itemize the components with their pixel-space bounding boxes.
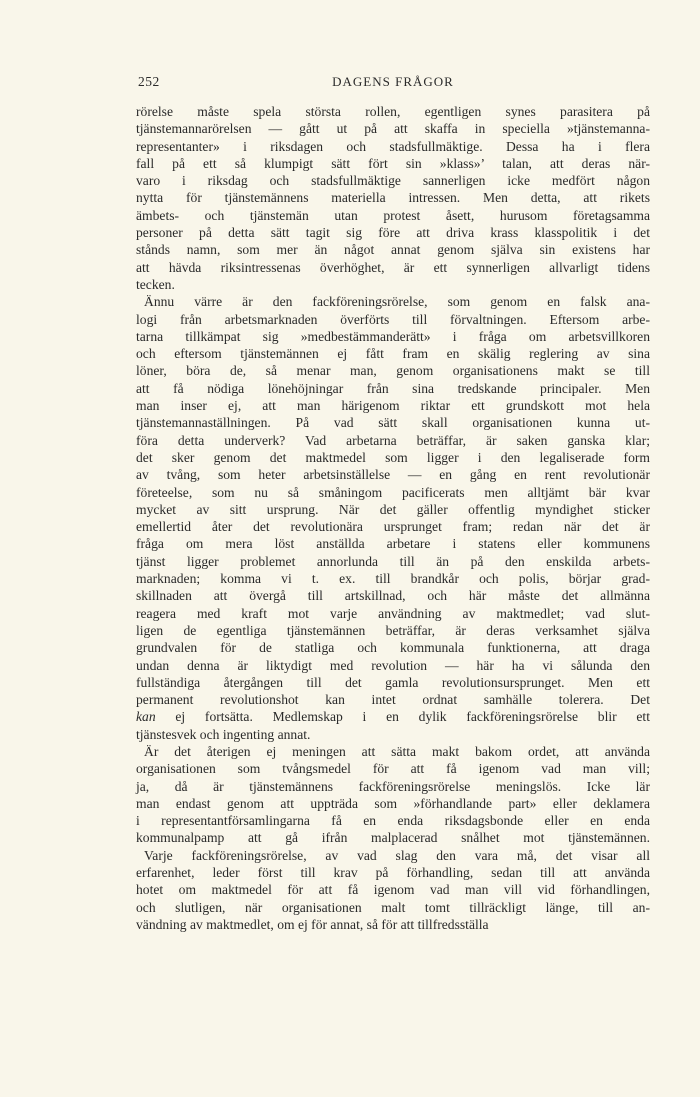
text-line: och eftersom tjänstemännen ej fått fram en skälig reglering av sina <box>136 346 650 362</box>
text-line: av tvång, som heter arbetsinställelse — en gång en rent revolutionär <box>136 467 650 483</box>
text-line: skillnaden att övergå till artskillnad, och här måste det allmänna <box>136 588 650 604</box>
text-line: rörelse måste spela största rollen, egentligen synes parasitera på <box>136 104 650 119</box>
text-line: att hävda riksintressenas överhöghet, är ett synnerligen allvarligt tidens <box>136 259 650 275</box>
text-line: varo i riksdag och stadsfullmäktige sannerligen icke medfört någon <box>136 173 650 189</box>
text-line: undan denna är liktydigt med revolution — här ha vi sålunda den <box>136 657 650 673</box>
text-line: kommunalpamp att gå ifrån malplacerad snålhet mot tjänstemännen. <box>136 830 650 846</box>
body-text <box>136 103 650 933</box>
text-line: tecken. <box>136 276 175 292</box>
text-line: emellertid åter det revolutionära ursprunget fram; redan när det är <box>136 519 650 535</box>
text-line: och slutligen, när organisationen malt tomt tillräckligt länge, till an- <box>136 899 650 915</box>
text-line: ämbets- och tjänstemän utan protest åsett, hurusom företagsamma <box>136 207 650 223</box>
text-line: Är det återigen ej meningen att sätta makt bakom ordet, att använda <box>144 743 650 759</box>
text-line: fullständiga återgången till det gamla revolutionsursprunget. Men ett <box>136 674 650 690</box>
text-line: marknaden; komma vi t. ex. till brandkår och polis, börjar grad- <box>136 571 650 587</box>
text-line: företeelse, som nu så småningom pacificerats men alltjämt bär kvar <box>136 484 650 500</box>
text-line: att få nödiga lönehöjningar från sina tredskande principaler. Men <box>136 380 650 396</box>
text-line: reagera med kraft mot varje användning av maktmedlet; vad slut- <box>136 605 650 621</box>
text-line: hotet om maktmedel för att få igenom vad man vill vid förhandlingen, <box>136 882 650 898</box>
text-line: föra detta underverk? Vad arbetarna beträffar, är saken ganska klar; <box>136 432 650 448</box>
text-line: logi från arbetsmarknaden överförts till förvaltningen. Eftersom arbe- <box>136 311 650 327</box>
text-line: tjänstesvek och ingenting annat. <box>136 726 311 742</box>
text-line: mycket av sitt ursprung. När det gäller offentlig myndighet sticker <box>136 501 650 517</box>
text-line: Varje fackföreningsrörelse, av vad slag den vara må, det visar all <box>144 847 650 863</box>
text-line: tjänst ligger problemet annorlunda till än på den enskilda arbets- <box>136 553 650 569</box>
text-line: representanter» i riksdagen och stadsfullmäktige. Dessa ha i flera <box>136 138 650 154</box>
text-line: grundvalen för de statliga och kommunala funktionerna, att draga <box>136 640 650 656</box>
text-line: nytta för tjänstemännens materiella intressen. Men detta, att rikets <box>136 190 650 206</box>
text-line: tjänstemannarörelsen — gått ut på att skaffa in speciella »tjänstemanna- <box>136 121 650 137</box>
text-line: ja, då är tjänstemännens fackföreningsrörelse meningslös. Icke lär <box>136 778 650 794</box>
text-line: det sker genom det maktmedel som ligger i den legaliserade form <box>136 449 650 465</box>
text-line: i representantförsamlingarna få en enda riksdagsbonde eller en enda <box>136 813 650 829</box>
page-header <box>136 74 650 94</box>
text-line: vändning av maktmedlet, om ej för annat, så för att tillfredsställa <box>136 916 489 932</box>
text-line: fall på ett så klumpigt sätt fört sin »klass»’ talan, att deras när- <box>136 155 650 171</box>
text-line: ligen de egentliga tjänstemännen beträffar, är deras verksamhet själva <box>136 622 650 638</box>
text-line: man inser ej, att man härigenom riktar ett grundskott mot hela <box>136 398 650 414</box>
text-line: permanent revolutionshot kan intet ordnat samhälle tolerera. Det <box>136 692 650 708</box>
text-line: kan ej fortsätta. Medlemskap i en dylik fackföreningsrörelse blir ett <box>136 709 650 725</box>
text-line: erfarenhet, leder först till krav på förhandling, sedan till att använda <box>136 865 650 881</box>
text-line: löner, böra de, så menar man, genom organisationens makt se till <box>136 363 650 379</box>
text-line: personer på detta sätt tagit sig före att driva krass klasspolitik i det <box>136 225 650 241</box>
text-line: fråga om mera löst anställda arbetare i statens eller kommunens <box>136 536 650 552</box>
text-line: stånds namn, som mer än något annat genom själva sin existens har <box>136 242 650 258</box>
text-line: Ännu värre är den fackföreningsrörelse, som genom en falsk ana- <box>144 294 650 310</box>
text-line: man endast genom att uppträda som »förhandlande part» eller deklamera <box>136 795 650 811</box>
text-line: organisationen som tvångsmedel för att få igenom vad man vill; <box>136 761 650 777</box>
running-head: DAGENS FRÅGOR <box>332 74 454 89</box>
emphasized-word: kan <box>136 709 156 725</box>
page-number: 252 <box>138 74 160 89</box>
text-line: tjänstemannaställningen. På vad sätt skall organisationen kunna ut- <box>136 415 650 431</box>
text-line: tarna tillkämpat sig »medbestämmanderätt» i fråga om arbetsvillkoren <box>136 328 650 344</box>
